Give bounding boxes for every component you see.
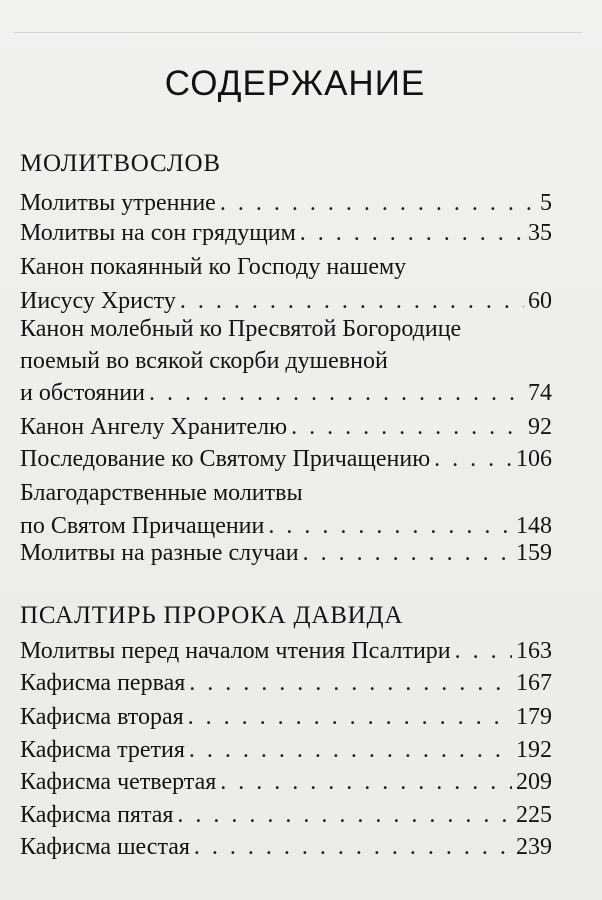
toc-entry-page: 106 — [516, 446, 552, 472]
toc-entry-page: 192 — [516, 737, 552, 763]
dot-leader — [188, 702, 512, 732]
toc-entry-page: 5 — [540, 190, 552, 216]
toc-entry-title-line: поемый во всякой скорби душевной — [20, 348, 388, 374]
toc-entry-page: 60 — [528, 288, 552, 314]
toc-entry-title-line: Благодарственные молитвы — [20, 480, 303, 506]
toc-entry-page: 35 — [528, 220, 552, 246]
toc-entry — [20, 702, 552, 732]
toc-entry-page: 209 — [516, 769, 552, 795]
dot-leader — [455, 636, 512, 666]
page-title: СОДЕРЖАНИЕ — [164, 64, 426, 103]
toc-entry-page: 225 — [516, 802, 552, 828]
dot-leader — [220, 188, 536, 218]
toc-entry — [20, 735, 552, 765]
toc-entry — [20, 478, 552, 541]
toc-entry-page: 159 — [516, 540, 552, 566]
toc-entry — [20, 767, 552, 797]
toc-entry-title: по Святом Причащении — [20, 513, 265, 539]
dot-leader — [220, 767, 512, 797]
section-heading-psaltir: ПСАЛТИРЬ ПРОРОКА ДАВИДА — [20, 602, 404, 629]
bleed-through-running-head — [0, 10, 602, 50]
toc-entry-title: Кафисма вторая — [20, 704, 184, 730]
toc-entry-title: Кафисма пятая — [20, 802, 174, 828]
toc-entry — [20, 412, 552, 442]
dot-leader — [291, 412, 524, 442]
dot-leader — [149, 378, 524, 408]
toc-entry-title: Иисусу Христу — [20, 288, 176, 314]
toc-entry-page: 163 — [516, 638, 552, 664]
toc-entry — [20, 636, 552, 666]
toc-entry-title: Молитвы на сон грядущим — [20, 220, 296, 246]
toc-entry-title: Кафисма первая — [20, 670, 186, 696]
toc-entry-page: 239 — [516, 834, 552, 860]
dot-leader — [194, 832, 512, 862]
toc-entry-page: 167 — [516, 670, 552, 696]
dot-leader — [180, 286, 524, 316]
toc-entry-title: Кафисма третия — [20, 737, 185, 763]
toc-entry-title-line: Канон молебный ко Пресвятой Богородице — [20, 316, 462, 342]
toc-entry-title: Последование ко Святому Причащению — [20, 446, 431, 472]
toc-entry — [20, 314, 552, 408]
toc-entry — [20, 252, 552, 316]
toc-entry-title: Молитвы утренние — [20, 190, 216, 216]
dot-leader — [300, 218, 524, 248]
toc-entry — [20, 668, 552, 698]
toc-entry-title: Кафисма шестая — [20, 834, 190, 860]
dot-leader — [303, 538, 512, 568]
toc-entry-title: Молитвы перед началом чтения Псалтири — [20, 638, 451, 664]
toc-entry — [20, 800, 552, 830]
dot-leader — [268, 511, 512, 541]
section-heading-molitvoslov: МОЛИТВОСЛОВ — [20, 150, 221, 177]
toc-entry — [20, 188, 552, 218]
toc-entry — [20, 218, 552, 248]
toc-entry-page: 74 — [528, 380, 552, 406]
toc-entry-page: 92 — [528, 414, 552, 440]
dot-leader — [189, 668, 512, 698]
toc-entry-title: Канон Ангелу Хранителю — [20, 414, 288, 440]
bleed-through-rule — [14, 32, 582, 33]
dot-leader — [189, 735, 512, 765]
toc-entry-title: Кафисма четвертая — [20, 769, 217, 795]
toc-entry — [20, 832, 552, 862]
toc-entry-title: Молитвы на разные случаи — [20, 540, 299, 566]
toc-entry — [20, 444, 552, 474]
dot-leader — [434, 444, 512, 474]
toc-entry-title: и обстоянии — [20, 380, 145, 406]
dot-leader — [177, 800, 512, 830]
toc-entry-page: 148 — [516, 513, 552, 539]
toc-entry — [20, 538, 552, 568]
toc-entry-title-line: Канон покаянный ко Господу нашему — [20, 254, 407, 280]
toc-entry-page: 179 — [516, 704, 552, 730]
